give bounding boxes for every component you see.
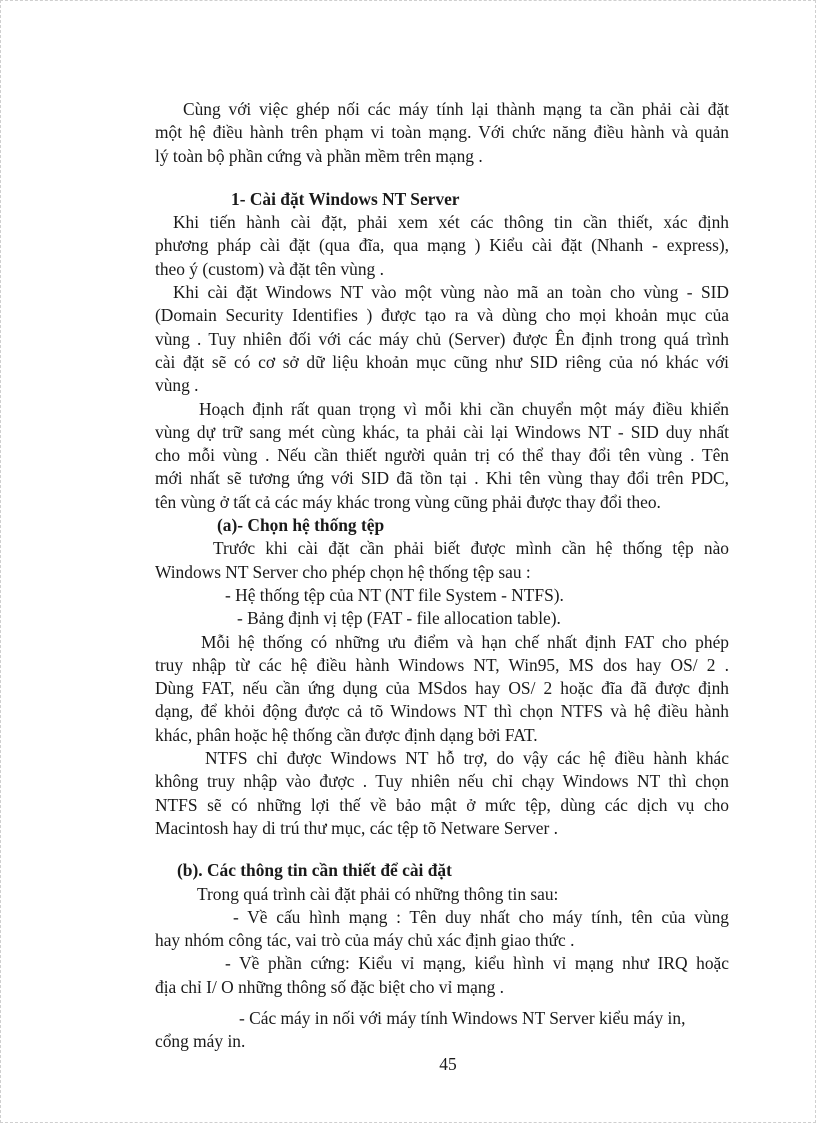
paragraph xyxy=(155,537,729,584)
text-line: Trước khi cài đặt cần phải biết được mình cần hệ thống tệp nào xyxy=(213,538,729,559)
intro-paragraph xyxy=(155,98,729,168)
text-line: vùng dự trữ sang mét cùng khác, ta phải cài lại Windows NT - SID duy nhất xyxy=(155,421,729,442)
text-line: theo ý (custom) và đặt tên vùng . xyxy=(155,258,384,279)
list-item xyxy=(155,584,729,631)
section-heading: 1- Cài đặt Windows NT Server xyxy=(231,188,460,209)
paragraph xyxy=(155,747,729,840)
text-line: Macintosh hay di trú thư mục, các tệp tõ Netware Server . xyxy=(155,817,558,838)
text-line: cài đặt sẽ có cơ sở dữ liệu khoản mục cũng như SID riêng của nó khác với xyxy=(155,351,729,372)
text-line: Khi tiến hành cài đặt, phải xem xét các thông tin cần thiết, xác định xyxy=(173,212,729,233)
subsection-heading: (b). Các thông tin cần thiết để cài đặt xyxy=(177,860,452,881)
text-line: phương pháp cài đặt (qua đĩa, qua mạng ) Kiểu cài đặt (Nhanh - express), xyxy=(155,235,729,256)
paragraph xyxy=(155,398,729,514)
list-item xyxy=(155,1007,729,1054)
text-line: - Về phần cứng: Kiểu vỉ mạng, kiểu hình vỉ mạng như IRQ hoặc xyxy=(225,953,729,974)
text-line: truy nhập từ các hệ điều hành Windows NT, Win95, MS dos hay OS/ 2 . xyxy=(155,654,729,675)
text-line: Dùng FAT, nếu cần ứng dụng của MSdos hay OS/ 2 hoặc đĩa đã được định xyxy=(155,678,729,699)
paragraph xyxy=(155,631,729,747)
text-line: Mỗi hệ thống có những ưu điểm và hạn chế nhất định FAT cho phép xyxy=(201,631,729,652)
text-line: vùng . xyxy=(155,375,199,396)
text-line: hay nhóm công tác, vai trò của máy chủ xác định giao thức . xyxy=(155,930,575,951)
text-line: không truy nhập vào được . Tuy nhiên nếu chỉ chạy Windows NT thì chọn xyxy=(155,771,729,792)
paragraph xyxy=(155,281,729,397)
text-line: NTFS sẽ có những lợi thế về bảo mật ở mức tệp, dùng các dịch vụ cho xyxy=(155,794,729,815)
text-line: một hệ điều hành trên phạm vi toàn mạng. Với chức năng điều hành và quản xyxy=(155,122,729,143)
text-line: - Các máy in nối với máy tính Windows NT Server kiểu máy in, xyxy=(239,1007,686,1028)
text-line: mới nhất sẽ tương ứng với SID đã tồn tại . Khi tên vùng thay đổi trên PDC, xyxy=(155,468,729,489)
text-line: Cùng với việc ghép nối các máy tính lại thành mạng ta cần phải cài đặt xyxy=(183,99,729,119)
text-line: Windows NT Server cho phép chọn hệ thống tệp sau : xyxy=(155,561,531,582)
paragraph xyxy=(155,211,729,281)
text-line: vùng . Tuy nhiên đối với các máy chủ (Server) được Ên định trong quá trình xyxy=(155,328,729,349)
text-line: lý toàn bộ phần cứng và phần mềm trên mạng . xyxy=(155,145,483,166)
text-line: Khi cài đặt Windows NT vào một vùng nào mã an toàn cho vùng - SID xyxy=(173,282,729,303)
page-number: 45 xyxy=(439,1054,457,1074)
text-line: cổng máy in. xyxy=(155,1031,246,1052)
text-line: tên vùng ở tất cả các máy khác trong vùng cũng phải được thay đổi theo. xyxy=(155,491,661,512)
text-line: - Về cấu hình mạng : Tên duy nhất cho máy tính, tên của vùng xyxy=(233,906,729,927)
text-line: (Domain Security Identifies ) được tạo ra và dùng cho mọi khoản mục của xyxy=(155,305,729,326)
document-body xyxy=(155,98,729,1054)
text-line: Hoạch định rất quan trọng vì mỗi khi cần chuyển một máy điều khiển xyxy=(199,398,729,419)
text-line: NTFS chỉ được Windows NT hỗ trợ, do vậy các hệ điều hành khác xyxy=(205,748,729,769)
text-line: Trong quá trình cài đặt phải có những thông tin sau: xyxy=(197,883,559,904)
text-line: cho mỗi vùng . Nếu cần thiết người quản trị có thể thay đổi tên vùng . Tên xyxy=(155,445,729,466)
list-item xyxy=(155,952,729,999)
text-line: địa chỉ I/ O những thông số đặc biệt cho vỉ mạng . xyxy=(155,976,504,997)
text-line: - Bảng định vị tệp (FAT - file allocation table). xyxy=(237,608,561,629)
subsection-heading: (a)- Chọn hệ thống tệp xyxy=(217,515,385,536)
text-line: khác, phân hoặc hệ thống cần được định dạng bởi FAT. xyxy=(155,724,538,745)
text-line: dạng, để khỏi động được cả tõ Windows NT thì chọn NTFS và hệ điều hành xyxy=(155,701,729,722)
text-line: - Hệ thống tệp của NT (NT file System - NTFS). xyxy=(225,584,564,605)
list-item xyxy=(155,906,729,953)
paragraph xyxy=(155,883,729,906)
